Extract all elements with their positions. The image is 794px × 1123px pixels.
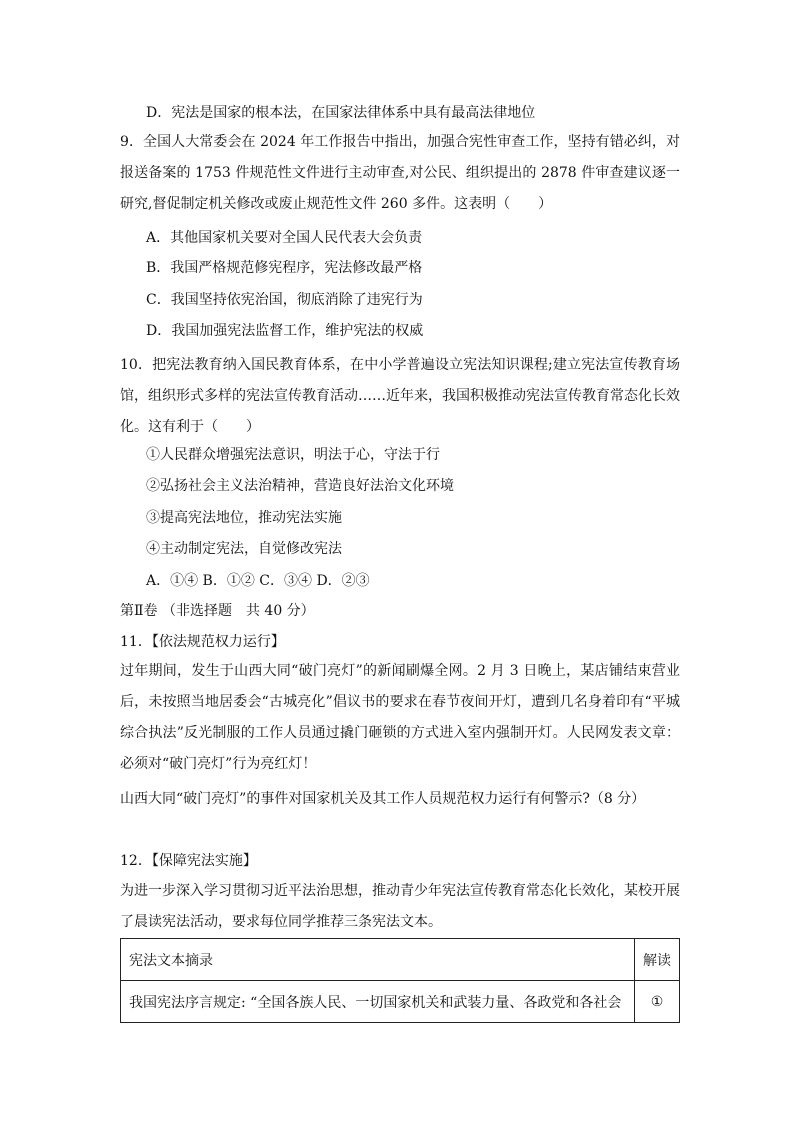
q10-item-4: ④主动制定宪法，自觉修改宪法 [146,541,342,557]
q10-item-2: ②弘扬社会主义法治精神，营造良好法治文化环境 [146,478,454,494]
q9-option-b: B．我国严格规范修宪程序，宪法修改最严格 [146,260,423,276]
q10-item-3: ③提高宪法地位，推动宪法实施 [146,510,342,526]
q9-stem: 9．全国人大常委会在 2024 年工作报告中指出，加强合宪性审查工作，坚持有错必纠，对报送备案的 1753 件规范性文件进行主动审查,对公民、组织提出的 2878 件审查建议逐一研究,督促制定机关修改或废止规范性文件 260 多件。这表明（ ） [120,134,680,212]
q9-option-d: D．我国加强宪法监督工作，维护宪法的权威 [146,323,424,339]
section-2-title: 第Ⅱ卷 （非选择题 共 40 分） [120,603,315,619]
table-header-interpretation: 解读 [635,939,680,981]
table-cell-interpretation: ① [635,981,680,1023]
q10-choices: A．①④ B．①② C．③④ D．②③ [146,573,370,589]
q8-option-d: D．宪法是国家的根本法，在国家法律体系中具有最高法律地位 [146,105,536,121]
q9-option-a: A．其他国家机关要对全国人民代表大会负责 [146,230,423,246]
table-cell-excerpt: 我国宪法序言规定: “全国各族人民、一切国家机关和武装力量、各政党和各社会 [121,981,635,1023]
q12-intro: 为进一步深入学习贯彻习近平法治思想，推动青少年宪法宣传教育常态化长效化，某校开展了晨读宪法活动，要求每位同学推荐三条宪法文本。 [120,883,680,930]
constitution-excerpt-table [120,938,680,1023]
q10-item-1: ①人民群众增强宪法意识，明法于心，守法于行 [146,447,440,463]
q11-heading: 11．【依法规范权力运行】 [120,634,285,650]
table-header-row [121,939,680,981]
q10-stem: 10．把宪法教育纳入国民教育体系，在中小学普遍设立宪法知识课程;建立宪法宣传教育场馆，组织形式多样的宪法宣传教育活动……近年来，我国积极推动宪法宣传教育常态化长效化。这有利于（ ） [120,357,680,435]
q11-material: 过年期间，发生于山西大同“破门亮灯”的新闻刷爆全网。2 月 3 日晚上，某店铺结束营业后，未按照当地居委会“古城亮化”倡议书的要求在春节夜间开灯，遭到几名身着印有“平城综合执法”反光制服的工作人员通过撬门砸锁的方式进入室内强制开灯。人民网发表文章：必须对“破门亮灯”行为亮红灯！ [120,663,680,772]
q9-option-c: C．我国坚持依宪治国，彻底消除了违宪行为 [146,292,423,308]
table-header-excerpt: 宪法文本摘录 [121,939,635,981]
q12-heading: 12．【保障宪法实施】 [120,853,257,869]
q11-question: 山西大同“破门亮灯”的事件对国家机关及其工作人员规范权力运行有何警示?（8 分） [120,791,646,807]
table-row [121,981,680,1023]
